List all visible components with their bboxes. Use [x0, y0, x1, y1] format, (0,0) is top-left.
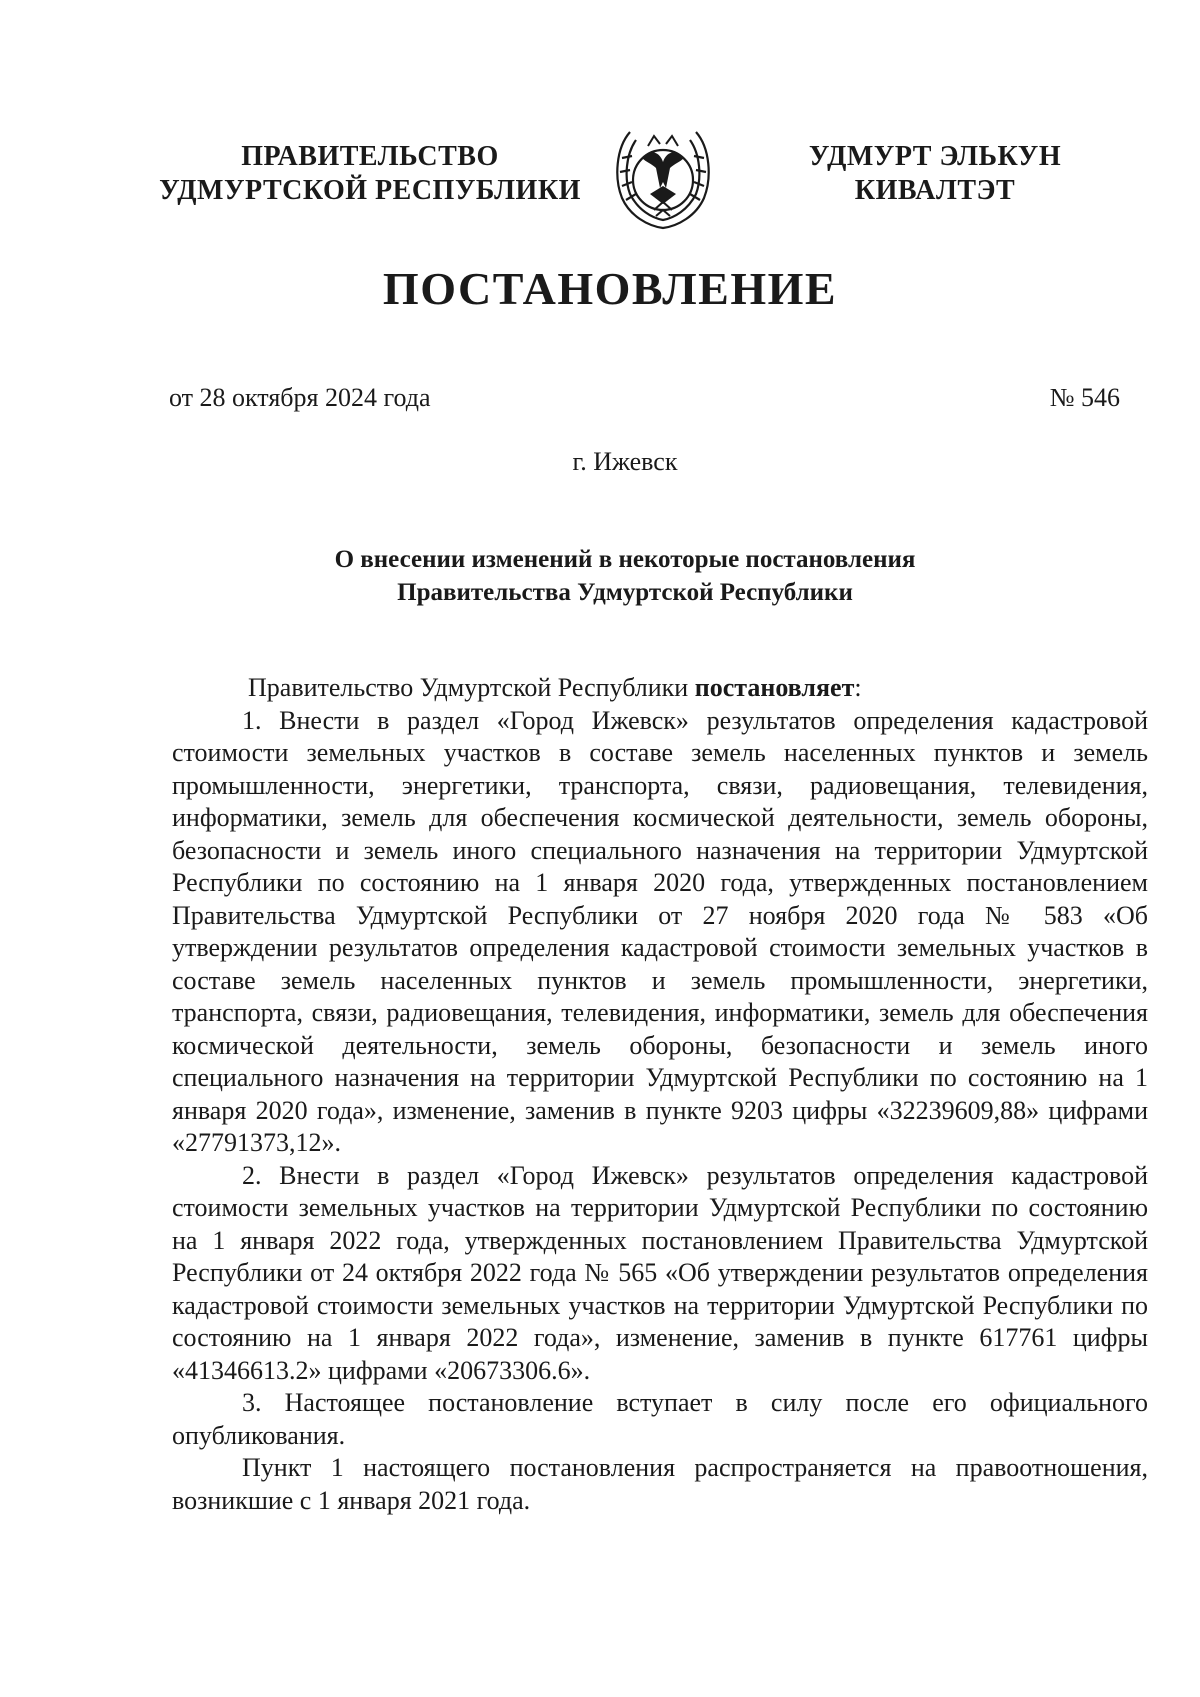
issuer-udmurt-line2: КИВАЛТЭТ: [854, 175, 1016, 206]
issuer-russian-line1: ПРАВИТЕЛЬСТВО: [241, 141, 499, 172]
paragraph-2: 2. Внести в раздел «Город Ижевск» результатов определения кадастровой стоимости земельных участков на территории Удмуртской Республики по состоянию на 1 января 2022 года, утвержденных постановлением Правительства Удмуртской Республики от 24 октября 2022 года № 565 «Об утверждении результатов определения кадастровой стоимости земельных участков на территории Удмуртской Республики по состоянию на 1 января 2022 года», изменение, заменив в пункте 617761 цифры «41346613.2» цифрами «20673306.6».: [172, 1160, 1148, 1385]
document-body: [172, 672, 1148, 1517]
paragraph-1: 1. Внести в раздел «Город Ижевск» результатов определения кадастровой стоимости земельных участков в составе земель населенных пунктов и земель промышленности, энергетики, транспорта, связи, радиовещания, телевидения, информатики, земель для обеспечения космической деятельности, земель обороны, безопасности и земель иного специального назначения на территории Удмуртской Республики по состоянию на 1 января 2020 года, утвержденных постановлением Правительства Удмуртской Республики от 27 ноября 2020 года № 583 «Об утверждении результатов определения кадастровой стоимости земельных участков в составе земель населенных пунктов и земель промышленности, энергетики, транспорта, связи, радиовещания, телевидения, информатики, земель для обеспечения космической деятельности, земель обороны, безопасности и земель иного специального назначения на территории Удмуртской Республики по состоянию на 1 января 2020 года», изменение, заменив в пункте 9203 цифры «32239609,88» цифрами «27791373,12».: [172, 705, 1148, 1157]
preamble-text: Правительство Удмуртской Республики: [248, 673, 695, 702]
subject-line1: О внесении изменений в некоторые постановления: [334, 546, 916, 573]
subject-line2: Правительства Удмуртской Республики: [397, 579, 853, 606]
document-type-title: ПОСТАНОВЛЕНИЕ: [382, 263, 838, 314]
document-subject: [0, 543, 1200, 609]
preamble-paragraph: [172, 672, 1148, 705]
document-number: № 546: [1049, 383, 1120, 412]
paragraph-4: Пункт 1 настоящего постановления распространяется на правоотношения, возникшие с 1 января 2021 года.: [172, 1453, 1148, 1515]
coat-of-arms-emblem: [608, 118, 718, 233]
document-date: от 28 октября 2024 года: [169, 383, 431, 412]
preamble-colon: :: [854, 673, 862, 702]
preamble-verb: постановляет: [694, 673, 855, 702]
issuer-russian: [140, 140, 600, 208]
document-city: г. Ижевск: [572, 447, 678, 476]
issuer-udmurt: [800, 140, 1070, 208]
issuer-udmurt-line1: УДМУРТ ЭЛЬКУН: [808, 141, 1062, 172]
issuer-russian-line2: УДМУРТСКОЙ РЕСПУБЛИКИ: [159, 175, 581, 206]
paragraph-3: 3. Настоящее постановление вступает в силу после его официального опубликования.: [172, 1388, 1148, 1450]
